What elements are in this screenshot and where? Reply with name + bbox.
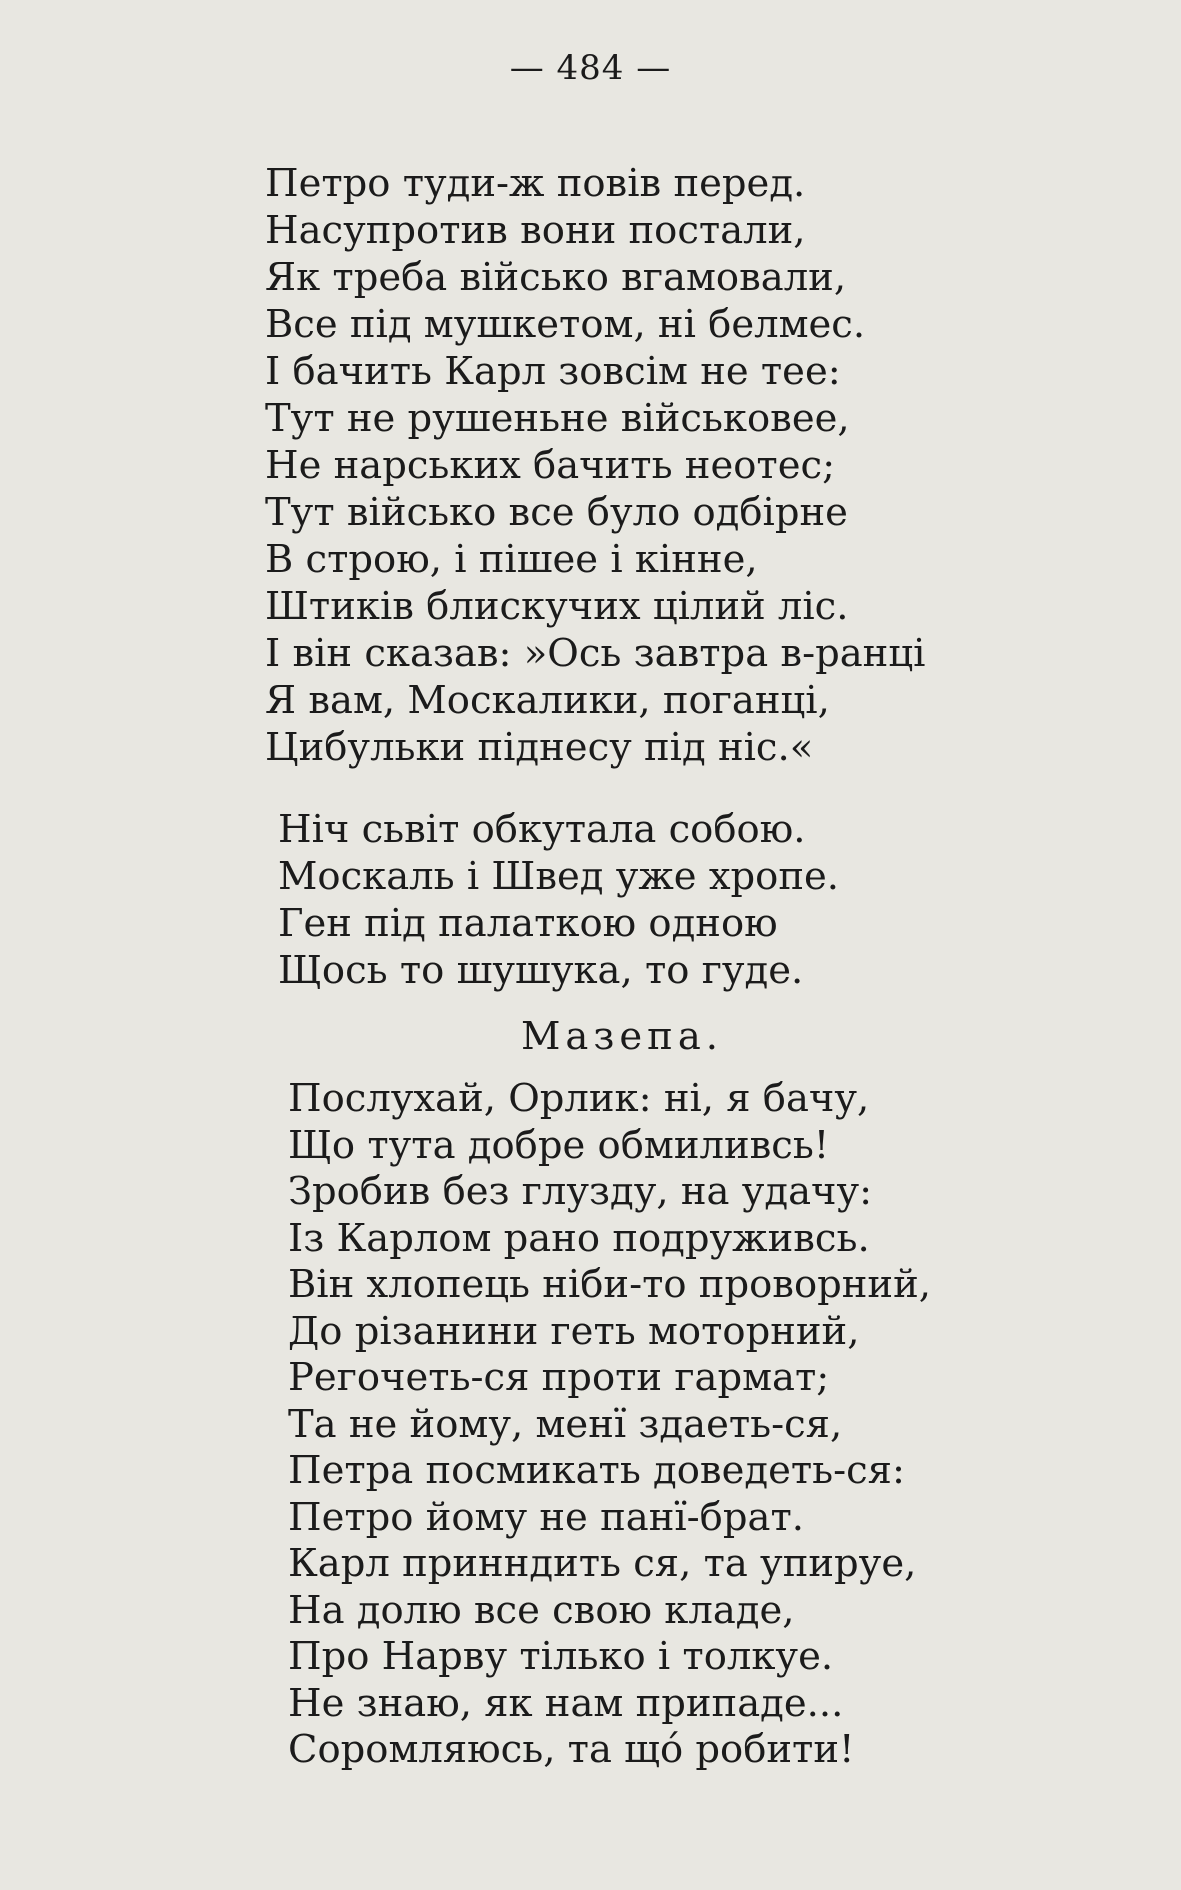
poem-line: Не знаю, як нам припаде... [288, 1680, 844, 1726]
poem-line: Москаль і Швед уже хропе. [278, 854, 840, 899]
page-number: — 484 — [509, 48, 672, 88]
poem-line: Щось то шушука, то гуде. [278, 948, 804, 993]
poem-line: Тут не рушеньне військовее, [265, 396, 850, 441]
poem-line: Цибульки піднесу під ніс.« [265, 725, 814, 770]
poem-stanza-1 [265, 160, 925, 771]
poem-line: Соромляюсь, та щó робити! [288, 1727, 855, 1772]
poem-line: Про Нарву тілько і толкуе. [288, 1634, 834, 1679]
poem-line: Він хлопець ніби-то проворний, [288, 1262, 931, 1307]
poem-line: Петро йому не панї-брат. [288, 1494, 804, 1540]
poem-line: Регочеть-ся проти гармат; [288, 1355, 830, 1400]
poem-stanza-2 [278, 806, 839, 994]
poem-line: Петро туди-ж повів перед. [265, 161, 806, 206]
poem-line: Ніч сьвіт обкутала собою. [278, 807, 806, 852]
poem-line: Що тута добре обмиливсь! [288, 1122, 830, 1168]
poem-stanza-3 [288, 1076, 931, 1774]
poem-line: Я вам, Москалики, поганці, [265, 678, 830, 723]
poem-line: І бачить Карл зовсім не тее: [265, 349, 841, 394]
poem-line: В строю, і пішее і кінне, [265, 537, 758, 582]
poem-line: Петра посмикать доведеть-ся: [288, 1448, 905, 1493]
poem-line: Послухай, Орлик: ні, я бачу, [288, 1076, 870, 1121]
speaker-heading: Мазепа. [521, 1014, 724, 1059]
poem-line: До різанини геть моторний, [288, 1308, 860, 1354]
poem-line: Не нарських бачить неотес; [265, 443, 836, 488]
poem-line: Та не йому, менї здаеть-ся, [288, 1401, 843, 1447]
poem-line: Карл принндить ся, та упируе, [288, 1541, 917, 1586]
poem-line: Тут військо все було одбірне [265, 490, 848, 535]
poem-line: І він сказав: »Ось завтра в-ранці [265, 631, 926, 676]
poem-line: Насупротив вони постали, [265, 208, 806, 253]
poem-line: Все під мушкетом, ні белмес. [265, 302, 866, 347]
poem-line: На долю все свою кладе, [288, 1587, 795, 1633]
poem-line: Штиків блискучих цілий ліс. [265, 584, 849, 629]
poem-line: Як треба військо вгамовали, [265, 255, 847, 300]
poem-line: Ген під палаткою одною [278, 901, 778, 946]
poem-line: Зробив без глузду, на удачу: [288, 1169, 873, 1214]
poem-line: Із Карлом рано подруживсь. [288, 1215, 870, 1261]
